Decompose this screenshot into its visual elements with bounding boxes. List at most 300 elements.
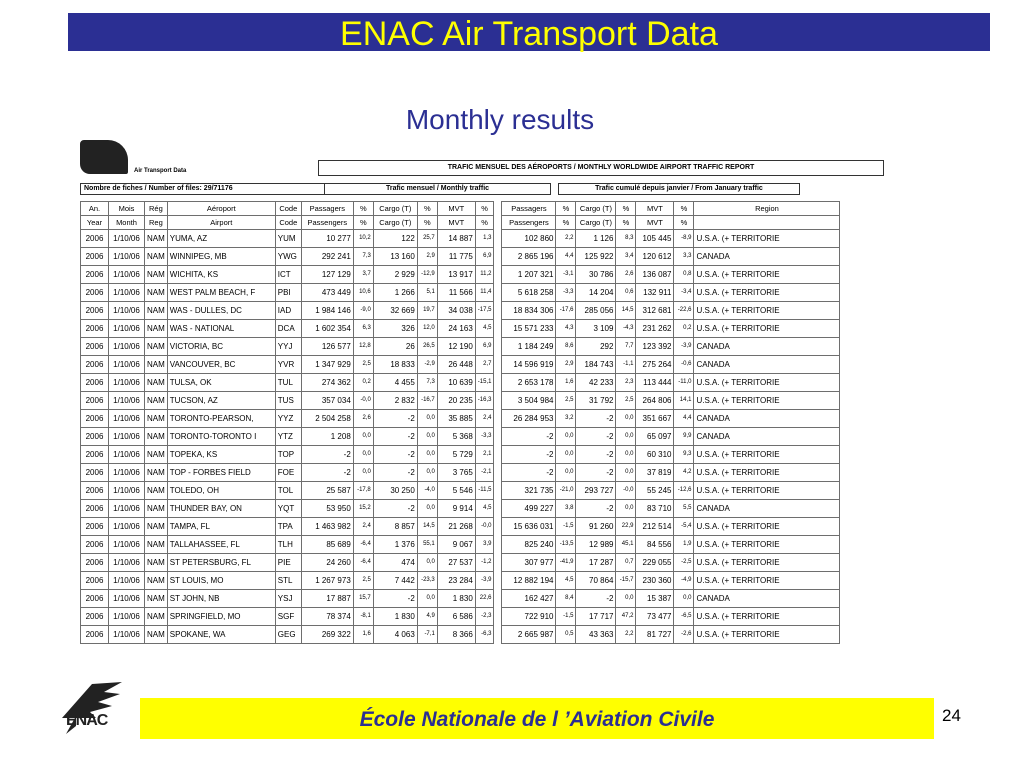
table-header-cell: Cargo (T): [373, 202, 417, 216]
table-cell: 13 160: [373, 248, 417, 266]
table-cell: 2006: [81, 518, 109, 536]
table-cell: TUCSON, AZ: [167, 392, 275, 410]
table-cell: -2: [576, 464, 616, 482]
table-cell: 5,1: [417, 284, 437, 302]
table-cell: 2006: [81, 446, 109, 464]
table-header-cell: Rég: [145, 202, 168, 216]
table-cell: 1/10/06: [109, 590, 145, 608]
table-cell: 0,2: [353, 374, 373, 392]
table-header-row: [81, 202, 840, 216]
table-cell: THUNDER BAY, ON: [167, 500, 275, 518]
report-brand: Air Transport Data: [134, 168, 187, 174]
table-cell: 8,6: [556, 338, 576, 356]
table-cell: 1/10/06: [109, 284, 145, 302]
table-row: [81, 590, 840, 608]
table-cell: NAM: [145, 284, 168, 302]
slide-title: ENAC Air Transport Data: [68, 13, 990, 51]
table-cell: 2,6: [616, 266, 636, 284]
table-cell: PBI: [275, 284, 301, 302]
table-cell: 12 190: [437, 338, 475, 356]
table-row: [81, 248, 840, 266]
table-cell: -2: [301, 446, 353, 464]
table-cell: 11 566: [437, 284, 475, 302]
table-cell: SPRINGFIELD, MO: [167, 608, 275, 626]
table-cell: U.S.A. (+ TERRITORIE: [694, 230, 840, 248]
table-header-cell: MVT: [437, 202, 475, 216]
table-row: [81, 482, 840, 500]
table-cell: 4 063: [373, 626, 417, 644]
table-cell: 24 163: [437, 320, 475, 338]
table-header-cell: Year: [81, 216, 109, 230]
table-cell: 1 830: [373, 608, 417, 626]
table-cell: 10,6: [353, 284, 373, 302]
table-header-cell: %: [556, 216, 576, 230]
table-cell: 0,0: [353, 446, 373, 464]
table-cell: 2006: [81, 230, 109, 248]
table-cell: 14,5: [616, 302, 636, 320]
table-cell: 30 250: [373, 482, 417, 500]
report-logo-icon: [80, 140, 128, 174]
traffic-table: [80, 201, 840, 644]
table-header-cell: [694, 216, 840, 230]
table-cell: 91 260: [576, 518, 616, 536]
table-cell: 3 765: [437, 464, 475, 482]
table-header-cell: %: [417, 216, 437, 230]
table-cell: 2006: [81, 590, 109, 608]
table-cell: 23 284: [437, 572, 475, 590]
table-header-cell: Passagers: [301, 202, 353, 216]
table-cell: U.S.A. (+ TERRITORIE: [694, 554, 840, 572]
table-cell: NAM: [145, 410, 168, 428]
table-cell: 6,9: [475, 248, 494, 266]
table-cell: -8,9: [674, 230, 694, 248]
table-cell: -2: [502, 446, 556, 464]
table-cell: NAM: [145, 446, 168, 464]
table-cell: 1 266: [373, 284, 417, 302]
table-cell: 27 537: [437, 554, 475, 572]
table-header-cell: %: [674, 216, 694, 230]
column-gap: [494, 356, 502, 374]
table-row: [81, 266, 840, 284]
table-cell: -2,9: [417, 356, 437, 374]
table-cell: 105 445: [636, 230, 674, 248]
table-header-cell: Region: [694, 202, 840, 216]
table-cell: ST JOHN, NB: [167, 590, 275, 608]
table-cell: 269 322: [301, 626, 353, 644]
traffic-table-body: [81, 202, 840, 644]
table-cell: IAD: [275, 302, 301, 320]
table-cell: 1/10/06: [109, 356, 145, 374]
table-cell: 2006: [81, 428, 109, 446]
table-cell: 473 449: [301, 284, 353, 302]
table-cell: 231 262: [636, 320, 674, 338]
table-cell: U.S.A. (+ TERRITORIE: [694, 536, 840, 554]
table-cell: 2,5: [353, 572, 373, 590]
table-cell: -22,6: [674, 302, 694, 320]
table-header-cell: %: [616, 202, 636, 216]
table-cell: 2006: [81, 464, 109, 482]
table-cell: -6,5: [674, 608, 694, 626]
table-cell: 4,3: [556, 320, 576, 338]
table-cell: 120 612: [636, 248, 674, 266]
table-row: [81, 230, 840, 248]
table-cell: 26: [373, 338, 417, 356]
table-cell: 2 665 987: [502, 626, 556, 644]
table-cell: 84 556: [636, 536, 674, 554]
table-cell: 25,7: [417, 230, 437, 248]
table-cell: -11,5: [475, 482, 494, 500]
table-cell: 1,9: [674, 536, 694, 554]
table-cell: 126 577: [301, 338, 353, 356]
table-cell: NAM: [145, 608, 168, 626]
table-cell: 7,3: [417, 374, 437, 392]
table-cell: 2006: [81, 554, 109, 572]
table-cell: 17 717: [576, 608, 616, 626]
table-cell: 1/10/06: [109, 536, 145, 554]
table-cell: 1/10/06: [109, 518, 145, 536]
table-cell: 274 362: [301, 374, 353, 392]
table-cell: 2,4: [475, 410, 494, 428]
table-cell: 307 977: [502, 554, 556, 572]
table-cell: 1/10/06: [109, 500, 145, 518]
table-cell: 4,5: [475, 500, 494, 518]
table-header-cell: %: [475, 216, 494, 230]
table-cell: 1/10/06: [109, 446, 145, 464]
table-row: [81, 374, 840, 392]
table-cell: 125 922: [576, 248, 616, 266]
table-cell: TOLEDO, OH: [167, 482, 275, 500]
table-header-row: [81, 216, 840, 230]
table-cell: -1,1: [616, 356, 636, 374]
table-cell: 2 929: [373, 266, 417, 284]
table-cell: 14 596 919: [502, 356, 556, 374]
table-cell: 722 910: [502, 608, 556, 626]
table-cell: 0,0: [556, 464, 576, 482]
table-cell: NAM: [145, 320, 168, 338]
table-cell: 15,2: [353, 500, 373, 518]
table-cell: 4,5: [556, 572, 576, 590]
slide-subtitle: Monthly results: [405, 104, 595, 135]
table-cell: 1,3: [475, 230, 494, 248]
table-header-cell: %: [616, 216, 636, 230]
table-cell: 45,1: [616, 536, 636, 554]
table-cell: NAM: [145, 230, 168, 248]
table-cell: 2006: [81, 338, 109, 356]
table-cell: 2,7: [475, 356, 494, 374]
table-row: [81, 284, 840, 302]
table-cell: -13,5: [556, 536, 576, 554]
table-cell: -2: [502, 428, 556, 446]
table-cell: STL: [275, 572, 301, 590]
table-cell: 2006: [81, 302, 109, 320]
enac-logo-icon: [52, 678, 130, 742]
table-cell: 37 819: [636, 464, 674, 482]
table-cell: -17,6: [556, 302, 576, 320]
column-gap: [494, 428, 502, 446]
table-cell: 47,2: [616, 608, 636, 626]
table-cell: SGF: [275, 608, 301, 626]
table-cell: -2: [373, 428, 417, 446]
table-cell: 65 097: [636, 428, 674, 446]
column-gap: [494, 266, 502, 284]
table-cell: 285 056: [576, 302, 616, 320]
table-cell: -3,9: [674, 338, 694, 356]
table-cell: -15,7: [616, 572, 636, 590]
footer-school-name: École Nationale de l ’Aviation Civile: [140, 698, 934, 739]
table-cell: DCA: [275, 320, 301, 338]
table-cell: 70 864: [576, 572, 616, 590]
table-cell: 230 360: [636, 572, 674, 590]
table-cell: ST LOUIS, MO: [167, 572, 275, 590]
table-cell: -2: [373, 590, 417, 608]
table-cell: 2 653 178: [502, 374, 556, 392]
table-cell: 321 735: [502, 482, 556, 500]
table-cell: NAM: [145, 428, 168, 446]
table-cell: 4,5: [475, 320, 494, 338]
table-row: [81, 536, 840, 554]
table-cell: SPOKANE, WA: [167, 626, 275, 644]
table-cell: 7,7: [616, 338, 636, 356]
table-cell: 9 067: [437, 536, 475, 554]
table-cell: U.S.A. (+ TERRITORIE: [694, 374, 840, 392]
table-cell: YWG: [275, 248, 301, 266]
table-cell: U.S.A. (+ TERRITORIE: [694, 284, 840, 302]
table-header-cell: Aéroport: [167, 202, 275, 216]
table-cell: 2006: [81, 572, 109, 590]
table-cell: -6,4: [353, 536, 373, 554]
enac-logo-text: ENAC: [66, 712, 108, 729]
table-cell: 22,9: [616, 518, 636, 536]
table-cell: 35 885: [437, 410, 475, 428]
table-cell: -41,9: [556, 554, 576, 572]
table-cell: TUS: [275, 392, 301, 410]
table-cell: 0,0: [417, 500, 437, 518]
table-cell: 2006: [81, 392, 109, 410]
table-cell: 12,8: [353, 338, 373, 356]
table-cell: 2,5: [556, 392, 576, 410]
table-cell: YSJ: [275, 590, 301, 608]
table-cell: -2: [373, 410, 417, 428]
table-cell: 0,0: [417, 446, 437, 464]
table-cell: 0,0: [417, 410, 437, 428]
table-cell: 1 126: [576, 230, 616, 248]
table-cell: 102 860: [502, 230, 556, 248]
table-cell: 2,2: [556, 230, 576, 248]
table-cell: 1 347 929: [301, 356, 353, 374]
table-cell: 351 667: [636, 410, 674, 428]
table-cell: TAMPA, FL: [167, 518, 275, 536]
table-row: [81, 572, 840, 590]
table-cell: 55 245: [636, 482, 674, 500]
table-cell: 3 109: [576, 320, 616, 338]
table-cell: 11,4: [475, 284, 494, 302]
table-header-cell: Cargo (T): [576, 202, 616, 216]
table-cell: 14 204: [576, 284, 616, 302]
table-cell: TALLAHASSEE, FL: [167, 536, 275, 554]
table-cell: -7,1: [417, 626, 437, 644]
table-cell: 2,4: [353, 518, 373, 536]
table-cell: 2006: [81, 374, 109, 392]
table-cell: -17,8: [353, 482, 373, 500]
table-cell: 18 833: [373, 356, 417, 374]
table-cell: YYJ: [275, 338, 301, 356]
table-cell: 474: [373, 554, 417, 572]
table-cell: 15 387: [636, 590, 674, 608]
table-cell: 499 227: [502, 500, 556, 518]
table-cell: -15,1: [475, 374, 494, 392]
table-row: [81, 500, 840, 518]
table-cell: 162 427: [502, 590, 556, 608]
table-cell: NAM: [145, 500, 168, 518]
table-cell: YUM: [275, 230, 301, 248]
table-cell: 10 277: [301, 230, 353, 248]
table-cell: 292 241: [301, 248, 353, 266]
table-cell: 1/10/06: [109, 608, 145, 626]
table-cell: 2006: [81, 266, 109, 284]
table-cell: 17 887: [301, 590, 353, 608]
table-cell: 81 727: [636, 626, 674, 644]
table-cell: 2,6: [353, 410, 373, 428]
table-header-cell: MVT: [437, 216, 475, 230]
table-header-cell: %: [417, 202, 437, 216]
table-cell: 8 857: [373, 518, 417, 536]
table-cell: NAM: [145, 392, 168, 410]
table-cell: 7,3: [353, 248, 373, 266]
table-cell: CANADA: [694, 248, 840, 266]
table-cell: 5 368: [437, 428, 475, 446]
table-cell: 12 882 194: [502, 572, 556, 590]
table-cell: 3,8: [556, 500, 576, 518]
table-cell: VANCOUVER, BC: [167, 356, 275, 374]
table-cell: 0,0: [417, 464, 437, 482]
table-cell: U.S.A. (+ TERRITORIE: [694, 446, 840, 464]
table-cell: 1 830: [437, 590, 475, 608]
table-cell: 8,3: [616, 230, 636, 248]
table-cell: 1/10/06: [109, 248, 145, 266]
table-cell: 8,4: [556, 590, 576, 608]
table-cell: WAS - DULLES, DC: [167, 302, 275, 320]
table-cell: FOE: [275, 464, 301, 482]
table-cell: TPA: [275, 518, 301, 536]
table-cell: 0,8: [674, 266, 694, 284]
column-gap: [494, 248, 502, 266]
table-cell: 1,6: [556, 374, 576, 392]
table-cell: 5,5: [674, 500, 694, 518]
table-cell: U.S.A. (+ TERRITORIE: [694, 572, 840, 590]
table-row: [81, 446, 840, 464]
table-row: [81, 302, 840, 320]
table-cell: 20 235: [437, 392, 475, 410]
table-cell: 6,3: [353, 320, 373, 338]
table-cell: 19,7: [417, 302, 437, 320]
table-cell: 2 865 196: [502, 248, 556, 266]
column-gap: [494, 536, 502, 554]
table-cell: WICHITA, KS: [167, 266, 275, 284]
table-cell: 3,9: [475, 536, 494, 554]
table-cell: 14,5: [417, 518, 437, 536]
table-cell: 24 260: [301, 554, 353, 572]
report-file-count: Nombre de fiches / Number of files: 29/71176: [80, 183, 325, 195]
table-cell: 4,9: [417, 608, 437, 626]
column-gap: [494, 500, 502, 518]
table-cell: 0,0: [417, 428, 437, 446]
table-cell: 2,2: [616, 626, 636, 644]
table-cell: 9,3: [674, 446, 694, 464]
table-cell: 15 571 233: [502, 320, 556, 338]
table-cell: -6,3: [475, 626, 494, 644]
table-header-cell: Code: [275, 202, 301, 216]
table-cell: -21,0: [556, 482, 576, 500]
table-cell: 10,2: [353, 230, 373, 248]
table-cell: 85 689: [301, 536, 353, 554]
table-cell: U.S.A. (+ TERRITORIE: [694, 320, 840, 338]
table-cell: 0,2: [674, 320, 694, 338]
table-cell: 326: [373, 320, 417, 338]
table-cell: 22,6: [475, 590, 494, 608]
column-gap: [494, 202, 502, 216]
table-cell: 78 374: [301, 608, 353, 626]
table-cell: 2006: [81, 482, 109, 500]
table-cell: 2,5: [616, 392, 636, 410]
table-cell: 15 636 031: [502, 518, 556, 536]
column-gap: [494, 338, 502, 356]
table-cell: 2006: [81, 500, 109, 518]
table-cell: 1 376: [373, 536, 417, 554]
column-gap: [494, 302, 502, 320]
table-cell: 1/10/06: [109, 302, 145, 320]
table-row: [81, 356, 840, 374]
table-cell: NAM: [145, 248, 168, 266]
table-cell: 0,6: [616, 284, 636, 302]
table-cell: 18 834 306: [502, 302, 556, 320]
table-cell: 123 392: [636, 338, 674, 356]
table-cell: TORONTO-PEARSON,: [167, 410, 275, 428]
table-cell: 0,0: [616, 464, 636, 482]
table-cell: YVR: [275, 356, 301, 374]
table-row: [81, 428, 840, 446]
page-number: 24: [942, 706, 961, 725]
table-cell: -23,3: [417, 572, 437, 590]
table-row: [81, 626, 840, 644]
column-gap: [494, 554, 502, 572]
table-cell: 0,0: [616, 590, 636, 608]
table-cell: -8,1: [353, 608, 373, 626]
table-cell: 0,0: [616, 500, 636, 518]
table-header-cell: Airport: [167, 216, 275, 230]
table-header-cell: %: [353, 202, 373, 216]
table-cell: NAM: [145, 572, 168, 590]
column-gap: [494, 464, 502, 482]
table-cell: ST PETERSBURG, FL: [167, 554, 275, 572]
table-cell: 2006: [81, 626, 109, 644]
table-cell: TOP - FORBES FIELD: [167, 464, 275, 482]
table-cell: GEG: [275, 626, 301, 644]
column-gap: [494, 446, 502, 464]
report-title: TRAFIC MENSUEL DES AÉROPORTS / MONTHLY WORLDWIDE AIRPORT TRAFFIC REPORT: [318, 160, 884, 176]
table-cell: -0,0: [616, 482, 636, 500]
table-cell: 293 727: [576, 482, 616, 500]
table-cell: TULSA, OK: [167, 374, 275, 392]
table-cell: NAM: [145, 626, 168, 644]
table-cell: U.S.A. (+ TERRITORIE: [694, 608, 840, 626]
table-cell: 83 710: [636, 500, 674, 518]
table-cell: -3,3: [556, 284, 576, 302]
table-cell: 136 087: [636, 266, 674, 284]
table-cell: -2,3: [475, 608, 494, 626]
table-cell: 25 587: [301, 482, 353, 500]
table-cell: -16,7: [417, 392, 437, 410]
table-cell: 1/10/06: [109, 572, 145, 590]
